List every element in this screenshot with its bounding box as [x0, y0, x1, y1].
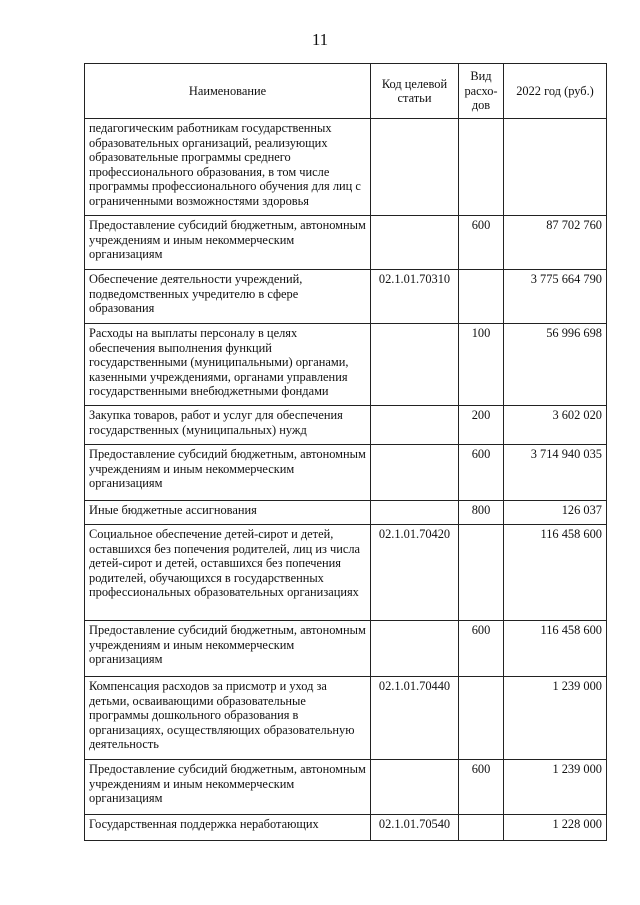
row-sum: [504, 119, 607, 216]
row-code: [371, 406, 459, 445]
row-name: педагогическим работникам государственных образовательных организаций, реализующих образовательные программы среднего профессионального образования, в том числе программы профессионального обучения для лиц с ограниченными возможностями здоровья: [85, 119, 371, 216]
row-type: [459, 119, 504, 216]
row-type: [459, 525, 504, 621]
row-sum: 1 239 000: [504, 760, 607, 815]
row-name: Предоставление субсидий бюджетным, автономным учреждениям и иным некоммерческим организациям: [85, 216, 371, 270]
header-name: Наименование: [85, 64, 371, 119]
row-name: Государственная поддержка неработающих: [85, 815, 371, 841]
table-header: [85, 64, 607, 119]
table-row: [85, 119, 607, 216]
row-sum: 3 775 664 790: [504, 270, 607, 324]
row-type: 100: [459, 324, 504, 406]
row-code: 02.1.01.70420: [371, 525, 459, 621]
row-name: Предоставление субсидий бюджетным, автономным учреждениям и иным некоммерческим организациям: [85, 621, 371, 677]
row-name: Компенсация расходов за присмотр и уход за детьми, осваивающими образовательные программы дошкольного образования в организациях, осуществляющих образовательную деятельность: [85, 677, 371, 760]
row-type: [459, 815, 504, 841]
row-name: Иные бюджетные ассигнования: [85, 501, 371, 525]
table-row: [85, 501, 607, 525]
table-row: [85, 621, 607, 677]
row-code: [371, 621, 459, 677]
row-name: Закупка товаров, работ и услуг для обеспечения государственных (муниципальных) нужд: [85, 406, 371, 445]
row-code: 02.1.01.70440: [371, 677, 459, 760]
row-type: 800: [459, 501, 504, 525]
table-row: [85, 525, 607, 621]
row-code: [371, 760, 459, 815]
row-sum: 126 037: [504, 501, 607, 525]
row-code: 02.1.01.70540: [371, 815, 459, 841]
row-code: [371, 501, 459, 525]
row-name: Расходы на выплаты персоналу в целях обеспечения выполнения функций государственными (муниципальными) органами, казенными учреждениями, органами управления государственными внебюджетными фондами: [85, 324, 371, 406]
table-row: [85, 270, 607, 324]
table-row: [85, 216, 607, 270]
budget-table: [84, 63, 607, 841]
row-sum: 87 702 760: [504, 216, 607, 270]
row-name: Предоставление субсидий бюджетным, автономным учреждениям и иным некоммерческим организациям: [85, 445, 371, 501]
table-row: [85, 815, 607, 841]
table-row: [85, 760, 607, 815]
row-type: [459, 270, 504, 324]
row-name: Социальное обеспечение детей-сирот и детей, оставшихся без попечения родителей, лиц из числа детей-сирот и детей, оставшихся без попечения родителей, обучающихся в государственных профессиональных образовательных организациях: [85, 525, 371, 621]
row-name: Предоставление субсидий бюджетным, автономным учреждениям и иным некоммерческим организациям: [85, 760, 371, 815]
header-row: [85, 64, 607, 119]
row-sum: 116 458 600: [504, 621, 607, 677]
row-sum: 1 228 000: [504, 815, 607, 841]
table-row: [85, 445, 607, 501]
row-code: 02.1.01.70310: [371, 270, 459, 324]
row-sum: 116 458 600: [504, 525, 607, 621]
row-type: 600: [459, 216, 504, 270]
row-code: [371, 119, 459, 216]
row-name: Обеспечение деятельности учреждений, подведомственных учредителю в сфере образования: [85, 270, 371, 324]
row-type: 600: [459, 760, 504, 815]
table-row: [85, 406, 607, 445]
row-type: 200: [459, 406, 504, 445]
header-code: Код целевой статьи: [371, 64, 459, 119]
row-code: [371, 324, 459, 406]
row-sum: 1 239 000: [504, 677, 607, 760]
table-body: [85, 119, 607, 841]
header-type: Вид расхо-дов: [459, 64, 504, 119]
header-year: 2022 год (руб.): [504, 64, 607, 119]
row-type: [459, 677, 504, 760]
row-code: [371, 445, 459, 501]
row-sum: 3 714 940 035: [504, 445, 607, 501]
row-sum: 56 996 698: [504, 324, 607, 406]
page-number: 11: [311, 30, 329, 49]
table-row: [85, 677, 607, 760]
row-sum: 3 602 020: [504, 406, 607, 445]
row-type: 600: [459, 445, 504, 501]
row-code: [371, 216, 459, 270]
table-row: [85, 324, 607, 406]
row-type: 600: [459, 621, 504, 677]
